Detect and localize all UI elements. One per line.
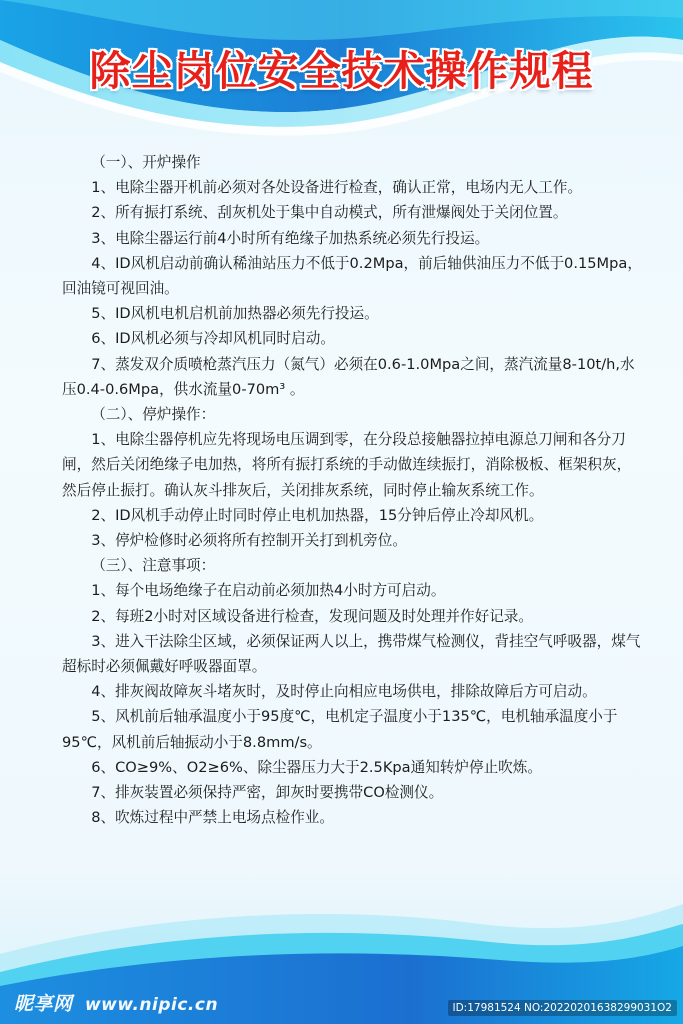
list-item: 1、电除尘器停机应先将现场电压调到零，在分段总接触器拉掉电源总刀闸和各分刀闸，然后关闭绝缘子电加热，将所有振打系统的手动做连续振打，消除极板、框架积灰，然后停止振打。确认灰斗排灰后，关闭排灰系统，同时停止输灰系统工作。 (62, 431, 632, 499)
list-item: 1、每个电场绝缘子在启动前必须加热4小时方可启动。 (91, 582, 446, 600)
list-item: 5、风机前后轴承温度小于95度℃，电机定子温度小于135℃，电机轴承温度小于95℃，风机前后轴振动小于8.8mm/s。 (62, 708, 618, 751)
section-heading-notes: （三）、注意事项： (91, 557, 216, 575)
list-item: 2、每班2小时对区域设备进行检查，发现问题及时处理并作好记录。 (91, 607, 533, 625)
list-item: 4、排灰阀故障灰斗堵灰时，及时停止向相应电场供电，排除故障后方可启动。 (91, 683, 597, 701)
section-heading-startup: （一）、开炉操作 (91, 154, 201, 171)
list-item: 8、吹炼过程中严禁上电场点检作业。 (91, 809, 334, 827)
watermark-url: www.nipic.cn (84, 995, 219, 1015)
image-id-tag: ID:17981524 NO:20220201638299031O2 (448, 1000, 678, 1016)
list-item: 2、ID风机手动停止时同时停止电机加热器，15分钟后停止冷却风机。 (91, 506, 544, 524)
watermark-brand: 昵享网 (14, 993, 73, 1015)
list-item: 3、电除尘器运行前4小时所有绝缘子加热系统必须先行投运。 (91, 229, 490, 247)
list-item: 5、ID风机电机启机前加热器必须先行投运。 (91, 305, 379, 323)
list-item: 7、蒸发双介质喷枪蒸汽压力（氮气）必须在0.6-1.0Mpa之间，蒸汽流量8-10t/h,水压0.4-0.6Mpa，供水流量0-70m³ 。 (62, 355, 635, 398)
section-heading-shutdown: （二）、停炉操作： (91, 406, 216, 424)
list-item: 7、排灰装置必须保持严密，卸灰时要携带CO检测仪。 (91, 784, 444, 802)
list-item: 2、所有振打系统、刮灰机处于集中自动模式，所有泄爆阀处于关闭位置。 (91, 204, 568, 222)
list-item: 1、电除尘器开机前必须对各处设备进行检查，确认正常，电场内无人工作。 (91, 179, 583, 197)
procedure-text (62, 150, 642, 830)
list-item: 3、进入干法除尘区域，必须保证两人以上，携带煤气检测仪，背挂空气呼吸器，煤气超标时必须佩戴好呼吸器面罩。 (62, 632, 641, 676)
page-title: 除尘岗位安全技术操作规程 (89, 47, 594, 95)
site-watermark (14, 989, 218, 1016)
list-item: 3、停炉检修时必须将所有控制开关打到机旁位。 (91, 532, 407, 550)
list-item: 6、CO≥9%、O2≥6%、除尘器压力大于2.5Kpa通知转炉停止吹炼。 (91, 758, 542, 776)
list-item: 4、ID风机启动前确认稀油站压力不低于0.2Mpa，前后轴供油压力不低于0.15Mpa，回油镜可视回油。 (62, 254, 642, 298)
list-item: 6、ID风机必须与冷却风机同时启动。 (91, 330, 335, 348)
